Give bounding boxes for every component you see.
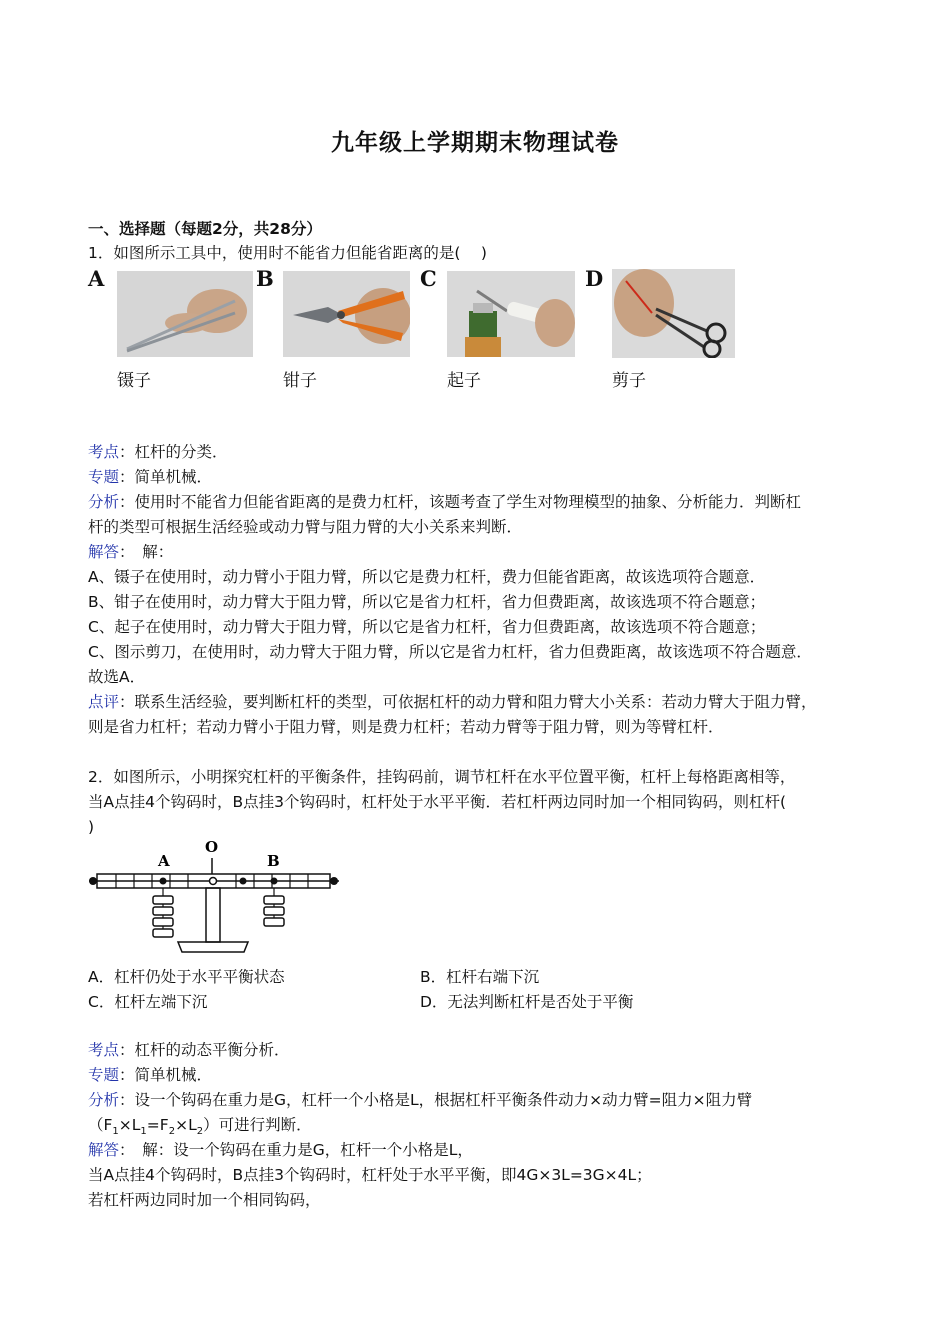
q1-answer-a: A、镊子在使用时，动力臂小于阻力臂，所以它是费力杠杆，费力但能省距离，故该选项符合题意． <box>88 568 766 586</box>
question-2-stem-3: ) <box>88 818 95 836</box>
q2-option-b: B．杠杆右端下沉 <box>420 968 540 986</box>
q2-kaodian: 考点：杠杆的动态平衡分析． <box>88 1041 290 1059</box>
option-a-letter: A <box>88 266 105 291</box>
jieda-label: 解答 <box>88 1141 120 1159</box>
question-2-stem: 2．如图所示，小明探究杠杆的平衡条件，挂钩码前，调节杠杆在水平位置平衡，杠杆上每格距离相等， <box>88 768 796 786</box>
q1-answer-d: C、图示剪刀，在使用时，动力臂大于阻力臂，所以它是省力杠杆，省力但费距离，故该选项不符合题意． <box>88 643 812 661</box>
option-b-caption: 钳子 <box>283 371 317 391</box>
label-b: B <box>267 852 280 870</box>
hook-weight <box>264 907 284 915</box>
option-d-caption: 剪子 <box>612 371 646 391</box>
q2-zhuanti: 专题：简单机械． <box>88 1066 213 1084</box>
pliers-photo <box>283 271 410 357</box>
label-o: O <box>205 838 219 856</box>
right-weights <box>264 896 284 926</box>
scissors-photo <box>612 269 735 358</box>
bottle-opener-icon <box>447 271 575 357</box>
q1-answer-b: B、钳子在使用时，动力臂大于阻力臂，所以它是省力杠杆，省力但费距离，故该选项不符合题意； <box>88 593 766 611</box>
q2-fenxi-formula: $(F_1\times L_1=F_2\times L_2)$可进行判断． <box>88 1116 312 1138</box>
q2-fenxi: 分析：设一个钩码在重力是G，杠杆一个小格是L，根据杠杆平衡条件动力×动力臂=阻力×阻力臂 <box>88 1091 753 1109</box>
q2-answer-2: 若杠杆两边同时加一个相同钩码， <box>88 1191 321 1209</box>
q1-jieda: 解答： 解： <box>88 543 174 561</box>
q1-fenxi-cont: 杆的类型可根据生活经验或动力臂与阻力臂的大小关系来判断． <box>88 518 523 536</box>
option-c-letter: C <box>420 266 437 291</box>
hook-weight <box>264 918 284 926</box>
page-title: 九年级上学期期末物理试卷 <box>331 130 619 156</box>
kaodian-label: 考点 <box>88 1041 120 1059</box>
lever-stand <box>206 888 220 942</box>
zhuanti-label: 专题 <box>88 468 120 486</box>
question-2-stem-2: 当A点挂4个钩码时，B点挂3个钩码时，杠杆处于水平平衡．若杠杆两边同时加一个相同钩码，则杠杆( <box>88 793 787 811</box>
hook-weight <box>153 896 173 904</box>
q1-answer-c: C、起子在使用时，动力臂大于阻力臂，所以它是省力杠杆，省力但费距离，故该选项不符合题意； <box>88 618 766 636</box>
lever-diagram <box>86 836 346 962</box>
zhuanti-label: 专题 <box>88 1066 120 1084</box>
q1-dianping: 点评：联系生活经验，要判断杠杆的类型，可依据杠杆的动力臂和阻力臂大小关系：若动力臂大于阻力臂， <box>88 693 817 711</box>
tweezers-icon <box>117 271 253 357</box>
option-d-letter: D <box>585 266 604 291</box>
q1-dianping-cont: 则是省力杠杆；若动力臂小于阻力臂，则是费力杠杆；若动力臂等于阻力臂，则为等臂杠杆． <box>88 718 724 736</box>
q1-answer-choice: 故选A． <box>88 668 146 686</box>
q1-fenxi: 分析：使用时不能省力但能省距离的是费力杠杆，该题考查了学生对物理模型的抽象、分析能力．判断杠 <box>88 493 802 511</box>
scissors-icon <box>612 269 735 358</box>
option-a-caption: 镊子 <box>117 371 151 391</box>
option-c-caption: 起子 <box>447 371 481 391</box>
hook-weight <box>153 918 173 926</box>
q2-jieda: 解答： 解：设一个钩码在重力是G，杠杆一个小格是L， <box>88 1141 473 1159</box>
bottle-opener-photo <box>447 271 575 357</box>
q2-answer-1: 当A点挂4个钩码时，B点挂3个钩码时，杠杆处于水平平衡，即4G×3L=3G×4L； <box>88 1166 652 1184</box>
pliers-icon <box>283 271 410 357</box>
hook-weight <box>153 929 173 937</box>
q2-option-c: C．杠杆左端下沉 <box>88 993 208 1011</box>
kaodian-label: 考点 <box>88 443 120 461</box>
hook-weight <box>153 907 173 915</box>
q2-option-d: D．无法判断杠杆是否处于平衡 <box>420 993 634 1011</box>
left-weights <box>153 896 173 937</box>
dianping-label: 点评 <box>88 693 120 711</box>
hook-weight <box>264 896 284 904</box>
q1-zhuanti: 专题：简单机械． <box>88 468 213 486</box>
jieda-label: 解答 <box>88 543 120 561</box>
fenxi-label: 分析 <box>88 1091 120 1109</box>
fenxi-label: 分析 <box>88 493 120 511</box>
q2-option-a: A．杠杆仍处于水平平衡状态 <box>88 968 285 986</box>
q1-kaodian: 考点：杠杆的分类． <box>88 443 228 461</box>
section-heading: 一、选择题（每题2分，共28分） <box>88 220 322 238</box>
option-b-letter: B <box>256 266 274 291</box>
question-1-stem: 1．如图所示工具中，使用时不能省力但能省距离的是( ) <box>88 244 487 262</box>
tweezers-photo <box>117 271 253 357</box>
label-a: A <box>158 852 170 870</box>
